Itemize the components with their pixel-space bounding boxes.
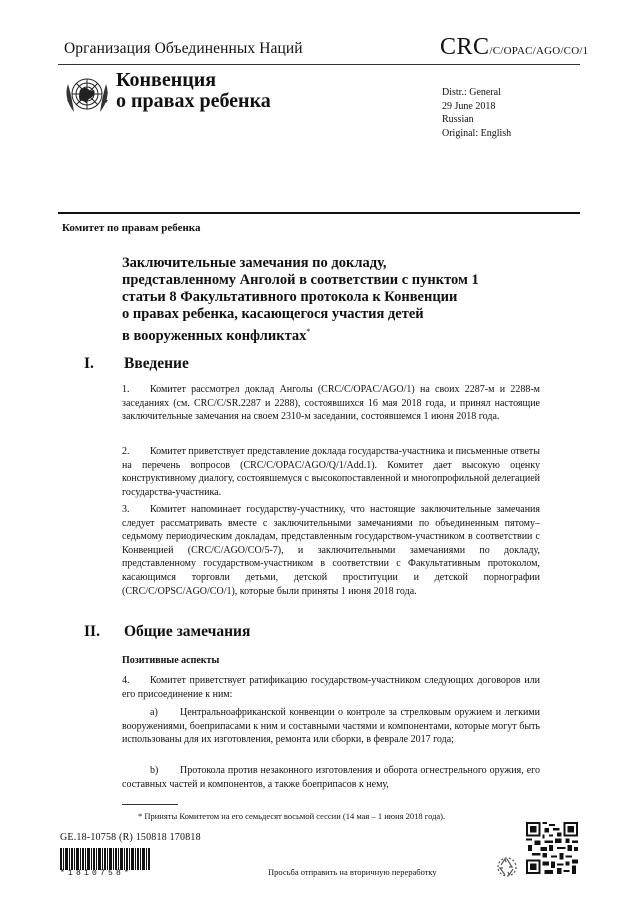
title-line: о правах ребенка, касающегося участия детей <box>122 306 424 322</box>
subheading-positive-aspects: Позитивные аспекты <box>122 655 220 666</box>
footnote-rule <box>122 804 178 805</box>
distribution-block <box>442 86 511 140</box>
title-line: статьи 8 Факультативного протокола к Конвенции <box>122 289 458 305</box>
convention-title-line1: Конвенция <box>116 69 217 91</box>
un-emblem-icon <box>62 70 112 120</box>
section-number: II. <box>84 623 100 640</box>
symbol-main: CRC <box>440 34 490 60</box>
title-rule <box>58 212 580 214</box>
subitem-a: a) Центральноафриканской конвенции о контроле за стрелковым оружием и легкими вооружениями, боеприпасами к ним и составными частями и компонентами, которые могут быть использованы для их изготовления, ремонта или сборки, в феврале 2017 года; <box>122 707 540 746</box>
paragraph-3: 3. Комитет напоминает государству-участнику, что настоящие заключительные замечания следует рассматривать вместе с заключительными замечаниями по объединенным пятому–седьмому периодическим докладам, представленным государством-участником в соответствии с Конвенцией (CRC/C/AGO/CO/5-7), и заключительными замечаниями по докладу, представленному государством-участником в соответствии с Факультативным протоколом, касающимся торговли детьми, детской проституции и детской порнографии (CRC/C/OPSC/AGO/CO/1), которые были приняты 1 июня 2018 года. <box>122 504 540 597</box>
document-number: GE.18-10758 (R) 150818 170818 <box>60 832 201 843</box>
subitem-b: b) Протокола против незаконного изготовления и оборота огнестрельного оружия, его составных частей и компонентов, а также боеприпасов к нему, <box>122 765 540 790</box>
organization-name: Организация Объединенных Наций <box>64 40 303 57</box>
document-date: 29 June 2018 <box>442 100 496 112</box>
section-title: Введение <box>124 355 189 372</box>
qr-code-icon[interactable] <box>526 822 578 874</box>
paragraph-1: 1. Комитет рассмотрел доклад Анголы (CRC/C/OPAC/AGO/1) на своих 2287-м и 2288-м заседаниях (см. CRC/C/SR.2287 и 2288), состоявшихся 16 мая 2018 года, и принял настоящие заключительные замечания на своем 2310-м заседании, состоявшемся 1 июня 2018 года. <box>122 384 540 423</box>
document-language: Russian <box>442 114 474 125</box>
paragraph-2: 2. Комитет приветствует представление доклада государства-участника и письменные ответы на перечень вопросов (CRC/C/OPAC/AGO/Q/1/Add.1). Комитет дает высокую оценку конструктивному диалогу, состоявшемуся с высокопоставленной и многопрофильной делегацией государства-участника. <box>122 446 540 498</box>
section-title: Общие замечания <box>124 623 251 640</box>
header-rule <box>58 64 580 65</box>
title-line: в вооруженных конфликтах* <box>122 327 311 344</box>
symbol-suffix: /C/OPAC/AGO/CO/1 <box>489 45 589 57</box>
committee-name: Комитет по правам ребенка <box>62 222 201 234</box>
section-number: I. <box>84 355 94 372</box>
barcode-icon <box>60 848 150 870</box>
original-language: Original: English <box>442 127 512 139</box>
paragraph-4: 4. Комитет приветствует ратификацию государством-участником следующих договоров или его присоединение к ним: <box>122 675 540 700</box>
convention-title-line2: о правах ребенка <box>116 90 271 112</box>
title-line: представленному Анголой в соответствии с пунктом 1 <box>122 272 479 288</box>
recycle-icon <box>496 856 518 878</box>
recycle-notice: Просьба отправить на вторичную переработку <box>268 867 437 877</box>
distr-general: Distr.: General <box>442 87 501 98</box>
title-line: Заключительные замечания по докладу, <box>122 255 387 271</box>
footnote: * Приняты Комитетом на его семьдесят восьмой сессии (14 мая – 1 июня 2018 года). <box>138 811 446 821</box>
document-symbol <box>440 34 588 61</box>
barcode-number: *1810758* <box>60 869 133 878</box>
convention-title <box>116 70 271 112</box>
document-title <box>122 255 542 345</box>
footnote-marker[interactable]: * <box>306 327 311 336</box>
